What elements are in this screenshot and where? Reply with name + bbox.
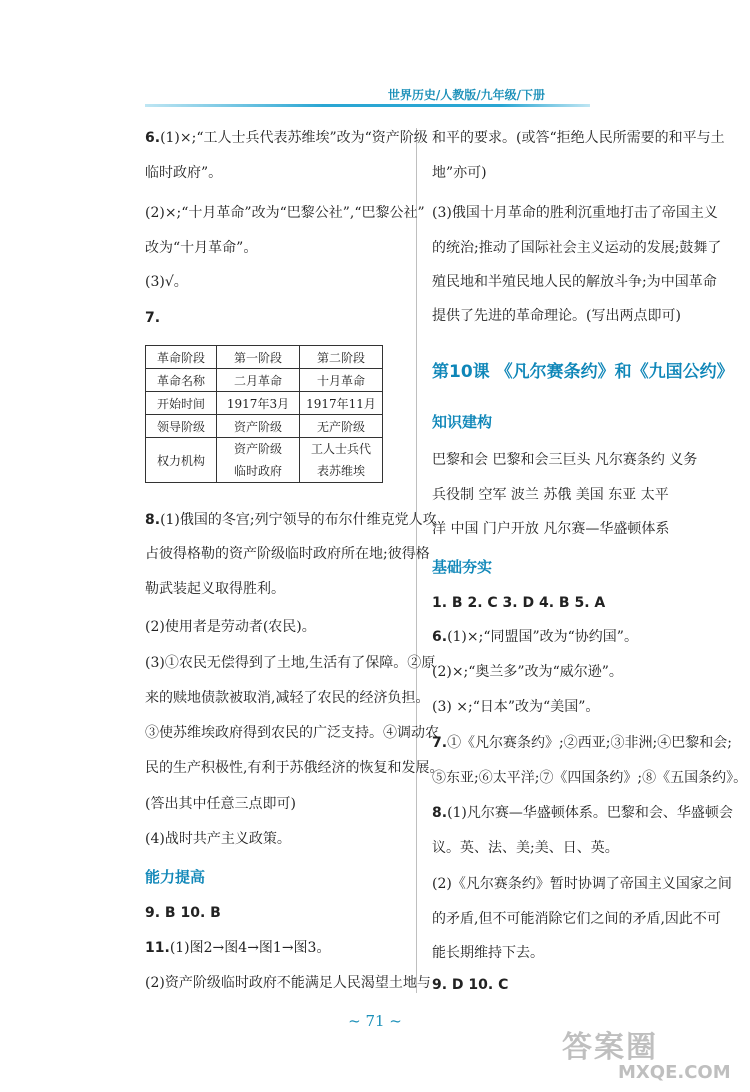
b6-part2: (2)×;“奥兰多”改为“威尔逊”。 bbox=[432, 664, 623, 680]
q6-part2-line-2: 改为“十月革命”。 bbox=[145, 240, 258, 256]
table-cell: 十月革命 bbox=[300, 369, 383, 392]
q6-part3: (3)√。 bbox=[145, 274, 188, 290]
b9-10-answers: 9. D 10. C bbox=[432, 977, 509, 993]
cell-line: 临时政府 bbox=[233, 464, 282, 478]
table-cell bbox=[300, 438, 383, 483]
b8-part2-line-3: 能长期维持下去。 bbox=[432, 945, 544, 961]
q6-number: 6. bbox=[145, 130, 161, 146]
watermark-url: MXQE.COM bbox=[618, 1062, 731, 1083]
table-cell: 资产阶级 bbox=[217, 415, 300, 438]
q8-part2: (2)使用者是劳动者(农民)。 bbox=[145, 619, 316, 635]
b6-part1-text: (1)×;“同盟国”改为“协约国”。 bbox=[447, 629, 638, 645]
knowledge-line-2: 兵役制 空军 波兰 苏俄 美国 东亚 太平 bbox=[432, 487, 669, 503]
r-part3-line-3: 殖民地和半殖民地人民的解放斗争;为中国革命 bbox=[432, 274, 717, 290]
lesson-title: 第10课 《凡尔赛条约》和《九国公约》 bbox=[432, 362, 734, 382]
b8-line-1 bbox=[432, 803, 733, 823]
q11-line-1 bbox=[145, 938, 330, 958]
q8-part3-line-3: ③使苏维埃政府得到农民的广泛支持。④调动农 bbox=[145, 725, 439, 741]
running-header: 世界历史/人教版/九年级/下册 bbox=[387, 88, 545, 102]
q8-line-1 bbox=[145, 510, 437, 530]
table-row bbox=[146, 346, 383, 369]
b7-line-1 bbox=[432, 733, 732, 753]
revolution-stages-table bbox=[145, 345, 383, 483]
q7-number: 7. bbox=[145, 310, 161, 326]
r-part3-line-1: (3)俄国十月革命的胜利沉重地打击了帝国主义 bbox=[432, 205, 718, 221]
b7-line-2: ⑤东亚;⑥太平洋;⑦《四国条约》;⑧《五国条约》。 bbox=[432, 770, 748, 786]
cell-line: 表苏维埃 bbox=[316, 464, 365, 478]
basic-answers-1-5: 1. B 2. C 3. D 4. B 5. A bbox=[432, 595, 606, 611]
q11-part2: (2)资产阶级临时政府不能满足人民渴望土地与 bbox=[145, 975, 431, 991]
table-row bbox=[146, 415, 383, 438]
b8-part1-text: (1)凡尔赛—华盛顿体系。巴黎和会、华盛顿会 bbox=[447, 805, 733, 821]
q6-part2-line-1: (2)×;“十月革命”改为“巴黎公社”,“巴黎公社” bbox=[145, 205, 425, 221]
b8-number: 8. bbox=[432, 805, 448, 821]
b7-text: ①《凡尔赛条约》;②西亚;③非洲;④巴黎和会; bbox=[447, 735, 732, 751]
section-heading-basic: 基础夯实 bbox=[432, 558, 493, 576]
table-cell: 权力机构 bbox=[146, 438, 217, 483]
q8-part4: (4)战时共产主义政策。 bbox=[145, 831, 291, 847]
q8-line-3: 勒武装起义取得胜利。 bbox=[145, 581, 285, 597]
cell-line: 资产阶级 bbox=[233, 442, 282, 456]
cell-line: 工人士兵代 bbox=[310, 442, 371, 456]
q6-part1-text: (1)×;“工人士兵代表苏维埃”改为“资产阶级 bbox=[160, 130, 428, 146]
q11-number: 11. bbox=[145, 940, 170, 956]
table-row bbox=[146, 438, 383, 483]
q9-10-answers: 9. B 10. B bbox=[145, 905, 221, 921]
r-line-1: 和平的要求。(或答“拒绝人民所需要的和平与土 bbox=[432, 130, 725, 146]
r-line-2: 地”亦可) bbox=[432, 165, 487, 181]
b8-part2-line-2: 的矛盾,但不可能消除它们之间的矛盾,因此不可 bbox=[432, 911, 721, 927]
table-cell: 第二阶段 bbox=[300, 346, 383, 369]
q6-line-2: 临时政府”。 bbox=[145, 165, 223, 181]
b8-part2-line-1: (2)《凡尔赛条约》暂时协调了帝国主义国家之间 bbox=[432, 876, 732, 892]
q11-part1-text: (1)图2→图4→图1→图3。 bbox=[169, 940, 331, 956]
table-cell: 1917年11月 bbox=[300, 392, 383, 415]
table-cell: 革命阶段 bbox=[146, 346, 217, 369]
q8-part3-line-2: 来的赎地债款被取消,减轻了农民的经济负担。 bbox=[145, 690, 430, 706]
page-number: ~ 71 ~ bbox=[348, 1012, 402, 1030]
q8-line-2: 占彼得格勒的资产阶级临时政府所在地;彼得格 bbox=[145, 546, 430, 562]
q8-part1-text: (1)俄国的冬宫;列宁领导的布尔什维克党人攻 bbox=[160, 512, 437, 528]
r-part3-line-2: 的统治;推动了国际社会主义运动的发展;鼓舞了 bbox=[432, 240, 722, 256]
table-cell bbox=[217, 438, 300, 483]
b7-number: 7. bbox=[432, 735, 448, 751]
q8-part3-line-5: (答出其中任意三点即可) bbox=[145, 796, 296, 812]
table-row bbox=[146, 392, 383, 415]
table-cell: 无产阶级 bbox=[300, 415, 383, 438]
watermark-text: 答案圈 bbox=[562, 1030, 658, 1065]
table-cell: 革命名称 bbox=[146, 369, 217, 392]
watermark-logo bbox=[562, 1022, 742, 1086]
table-cell: 第一阶段 bbox=[217, 346, 300, 369]
table-cell: 1917年3月 bbox=[217, 392, 300, 415]
q6-line-1 bbox=[145, 128, 428, 148]
table-cell: 二月革命 bbox=[217, 369, 300, 392]
q8-part3-line-1: (3)①农民无偿得到了土地,生活有了保障。②原 bbox=[145, 655, 436, 671]
b6-part3: (3) ×;“日本”改为“美国”。 bbox=[432, 699, 600, 715]
header-rule bbox=[145, 104, 590, 107]
q8-number: 8. bbox=[145, 512, 161, 528]
q8-part3-line-4: 民的生产积极性,有利于苏俄经济的恢复和发展。 bbox=[145, 760, 444, 776]
knowledge-line-1: 巴黎和会 巴黎和会三巨头 凡尔赛条约 义务 bbox=[432, 452, 698, 468]
knowledge-line-3: 洋 中国 门户开放 凡尔赛—华盛顿体系 bbox=[432, 521, 670, 537]
r-part3-line-4: 提供了先进的革命理论。(写出两点即可) bbox=[432, 308, 681, 324]
b8-line-2: 议。英、法、美;美、日、英。 bbox=[432, 840, 619, 856]
b6-number: 6. bbox=[432, 629, 448, 645]
b6-part1 bbox=[432, 627, 638, 647]
table-row bbox=[146, 369, 383, 392]
section-heading-knowledge: 知识建构 bbox=[432, 413, 493, 431]
table-cell: 领导阶级 bbox=[146, 415, 217, 438]
table-cell: 开始时间 bbox=[146, 392, 217, 415]
section-heading-ability: 能力提高 bbox=[145, 868, 206, 886]
